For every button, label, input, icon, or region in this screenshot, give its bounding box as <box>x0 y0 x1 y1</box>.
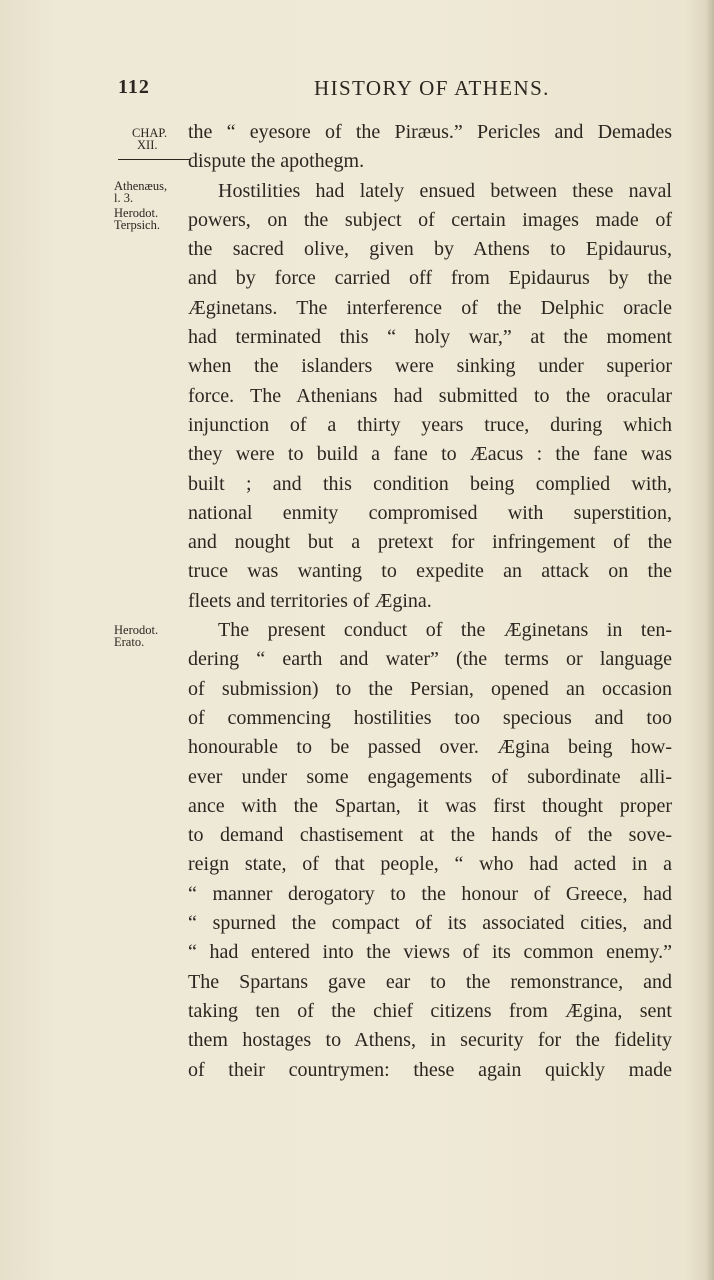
text-line: ance with the Spartan, it was first thought proper <box>188 794 672 817</box>
margin-note-line: XII. <box>137 138 158 152</box>
text-line: ever under some engagements of subordinate alli- <box>188 765 672 788</box>
text-line: to demand chastisement at the hands of the sove- <box>188 824 672 847</box>
text-line: and by force carried off from Epidaurus by the <box>188 267 672 290</box>
text-line: of their countrymen: these again quickly made <box>188 1058 672 1081</box>
paragraph-start-line: The present conduct of the Æginetans in ten- <box>218 619 672 642</box>
text-line: of submission) to the Persian, opened an occasion <box>188 677 672 700</box>
margin-note-athenaeus <box>114 180 194 204</box>
text-line: the “ eyesore of the Piræus.” Pericles and Demades <box>188 121 672 143</box>
text-line: “ manner derogatory to the honour of Greece, had <box>188 882 672 905</box>
text-line: injunction of a thirty years truce, during which <box>188 413 672 436</box>
margin-note-line: Terpsich. <box>114 218 160 232</box>
page-header <box>118 72 558 106</box>
text-line: truce was wanting to expedite an attack on the <box>188 560 672 583</box>
text-line: national enmity compromised with superstition, <box>188 501 672 524</box>
margin-note-herodotus-erato <box>114 624 194 648</box>
body-text <box>188 118 672 1085</box>
running-title: HISTORY OF ATHENS. <box>314 76 550 100</box>
text-line: force. The Athenians had submitted to the oracular <box>188 384 672 407</box>
text-line: reign state, of that people, “ who had acted in a <box>188 853 672 876</box>
paragraph-start-line: Hostilities had lately ensued between these naval <box>218 179 672 202</box>
text-line: powers, on the subject of certain images made of <box>188 208 672 231</box>
margin-note-line: Erato. <box>114 635 145 649</box>
margin-note-line: Athenæus, <box>114 179 168 193</box>
text-line: built ; and this condition being complied with, <box>188 472 672 495</box>
margin-note-herodotus-terpsichore <box>114 207 194 231</box>
text-line: when the islanders were sinking under superior <box>188 355 672 378</box>
text-line: the sacred olive, given by Athens to Epidaurus, <box>188 238 672 261</box>
text-line: Æginetans. The interference of the Delphic oracle <box>188 296 672 319</box>
margin-note-line: CHAP. <box>132 126 168 140</box>
page-edge-shadow <box>706 0 714 1280</box>
text-line: them hostages to Athens, in security for the fidelity <box>188 1029 672 1052</box>
text-line: honourable to be passed over. Ægina being how- <box>188 736 672 759</box>
text-line: fleets and territories of Ægina. <box>188 589 432 612</box>
text-line: had terminated this “ holy war,” at the moment <box>188 326 672 349</box>
margin-note-line: Herodot. <box>114 623 159 637</box>
margin-note-chapter <box>114 127 194 151</box>
text-line: The Spartans gave ear to the remonstrance, and <box>188 970 672 993</box>
text-line: and nought but a pretext for infringement of the <box>188 531 672 554</box>
text-line: taking ten of the chief citizens from Ægina, sent <box>188 999 672 1022</box>
margin-note-line: Herodot. <box>114 206 159 220</box>
text-line: they were to build a fane to Æacus : the fane was <box>188 443 672 466</box>
text-line: dispute the apothegm. <box>188 150 365 173</box>
text-line: dering “ earth and water” (the terms or language <box>188 648 672 671</box>
text-line: “ had entered into the views of its common enemy.” <box>188 941 672 964</box>
page-number: 112 <box>118 76 150 98</box>
text-line: of commencing hostilities too specious and too <box>188 706 672 729</box>
text-line: “ spurned the compact of its associated cities, and <box>188 912 672 935</box>
margin-note-line: l. 3. <box>114 191 134 205</box>
chapter-rule <box>118 159 190 160</box>
